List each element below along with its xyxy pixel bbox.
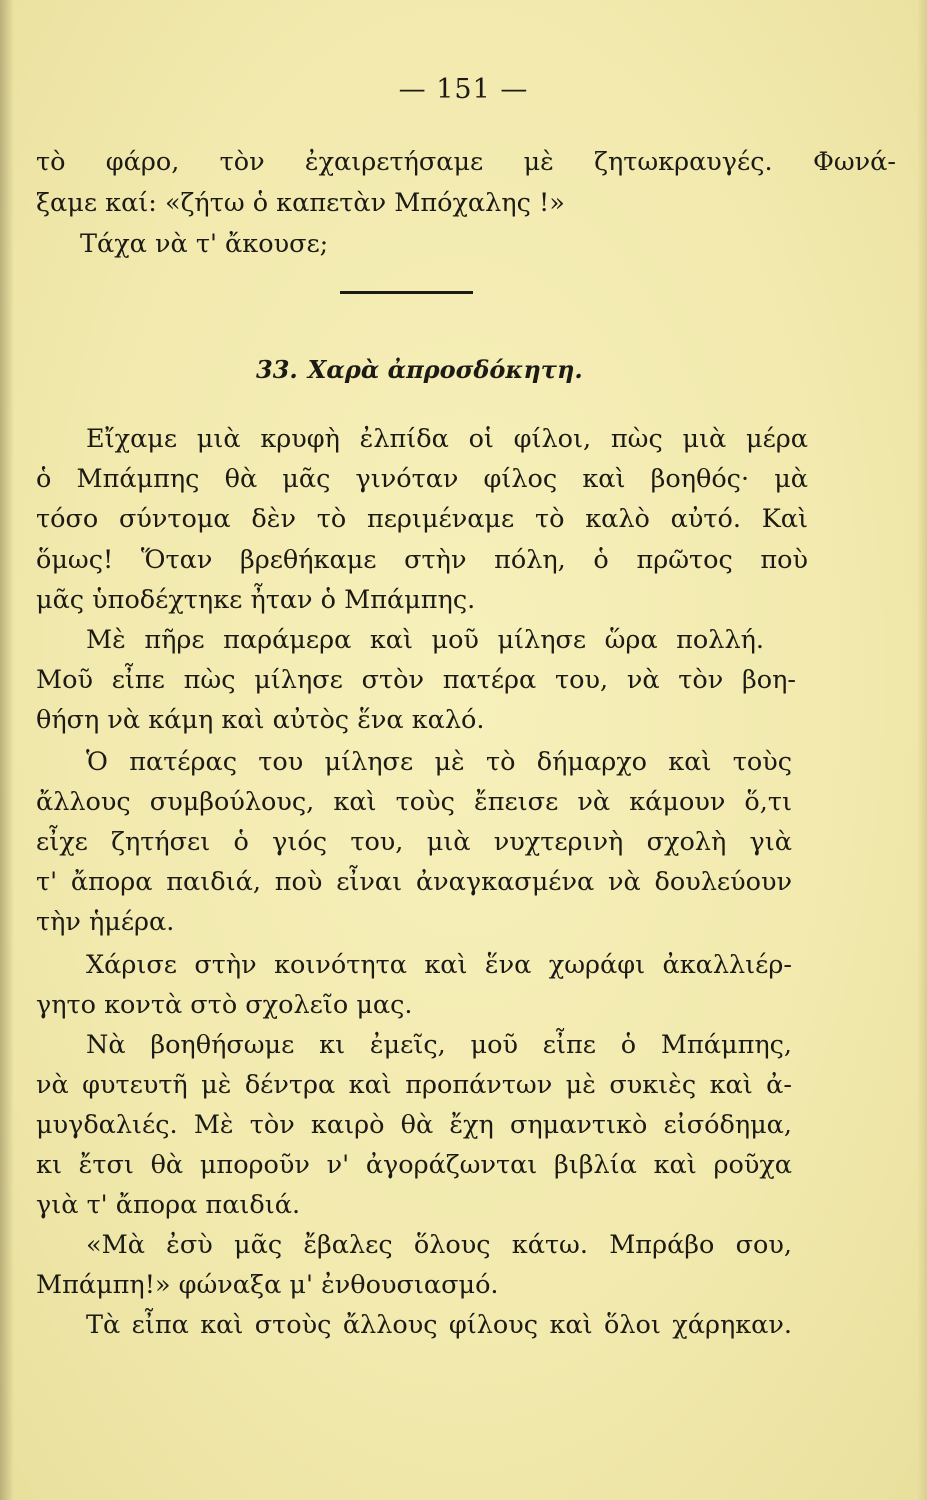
text-line: ὅμως! Ὅταν βρεθήκαμε στὴν πόλη, ὁ πρῶτος ποὺ bbox=[36, 545, 808, 575]
text-line: εἶχε ζητήσει ὁ γιός του, μιὰ νυχτερινὴ σχολὴ γιὰ bbox=[36, 827, 792, 857]
section-title: Χαρὰ ἀπροσδόκητη. bbox=[307, 355, 583, 384]
text-line: ξαμε καί: «ζήτω ὁ καπετὰν Μπόχαλης !» bbox=[36, 188, 565, 218]
section-divider bbox=[340, 291, 473, 294]
text-line: Εἴχαμε μιὰ κρυφὴ ἐλπίδα οἱ φίλοι, πὼς μιὰ μέρα bbox=[86, 424, 808, 454]
text-line: μᾶς ὑποδέχτηκε ἦταν ὁ Μπάμπης. bbox=[36, 585, 476, 615]
text-line: τόσο σύντομα δὲν τὸ περιμέναμε τὸ καλὸ αὐτό. Καὶ bbox=[36, 504, 808, 534]
section-heading bbox=[256, 355, 583, 384]
text-line: τὸ φάρο, τὸν ἐχαιρετήσαμε μὲ ζητωκραυγές. Φωνά- bbox=[36, 147, 896, 177]
section-number: 33. bbox=[256, 355, 298, 384]
text-line: θήση νὰ κάμη καὶ αὐτὸς ἕνα καλό. bbox=[36, 705, 485, 735]
text-line: τ' ἄπορα παιδιά, ποὺ εἶναι ἀναγκασμένα νὰ δουλεύουν bbox=[36, 867, 792, 897]
text-line: γητο κοντὰ στὸ σχολεῖο μας. bbox=[36, 990, 413, 1020]
text-line: Ὁ πατέρας του μίλησε μὲ τὸ δήμαρχο καὶ τοὺς bbox=[86, 747, 792, 777]
text-line: Χάρισε στὴν κοινότητα καὶ ἕνα χωράφι ἀκαλλιέρ- bbox=[86, 950, 792, 980]
text-line: Τὰ εἶπα καὶ στοὺς ἄλλους φίλους καὶ ὅλοι χάρηκαν. bbox=[86, 1310, 792, 1340]
text-line: γιὰ τ' ἄπορα παιδιά. bbox=[36, 1190, 301, 1220]
text-line: Μοῦ εἶπε πὼς μίλησε στὸν πατέρα του, νὰ τὸν βοη- bbox=[36, 665, 796, 695]
text-line: Τάχα νὰ τ' ἄκουσε; bbox=[80, 229, 329, 259]
page-binding-shadow bbox=[0, 0, 14, 1500]
text-line: τὴν ἡμέρα. bbox=[36, 907, 175, 937]
page-number: — 151 — bbox=[398, 74, 529, 105]
page-edge-shadow bbox=[917, 0, 927, 1500]
text-line: μυγδαλιές. Μὲ τὸν καιρὸ θὰ ἔχη σημαντικὸ εἰσόδημα, bbox=[36, 1110, 792, 1140]
text-line: νὰ φυτευτῆ μὲ δέντρα καὶ προπάντων μὲ συκιὲς καὶ ἀ- bbox=[36, 1070, 792, 1100]
text-line: Μπάμπη!» φώναξα μ' ἐνθουσιασμό. bbox=[36, 1270, 499, 1300]
text-line: Μὲ πῆρε παράμερα καὶ μοῦ μίλησε ὥρα πολλή. bbox=[86, 625, 764, 655]
text-line: «Μὰ ἐσὺ μᾶς ἔβαλες ὅλους κάτω. Μπράβο σου, bbox=[86, 1230, 792, 1260]
text-line: κι ἔτσι θὰ μποροῦν ν' ἀγοράζωνται βιβλία καὶ ροῦχα bbox=[36, 1150, 792, 1180]
text-line: Νὰ βοηθήσωμε κι ἐμεῖς, μοῦ εἶπε ὁ Μπάμπης, bbox=[86, 1030, 792, 1060]
text-line: ὁ Μπάμπης θὰ μᾶς γινόταν φίλος καὶ βοηθός· μὰ bbox=[36, 464, 808, 494]
text-line: ἄλλους συμβούλους, καὶ τοὺς ἔπεισε νὰ κάμουν ὅ,τι bbox=[36, 787, 792, 817]
